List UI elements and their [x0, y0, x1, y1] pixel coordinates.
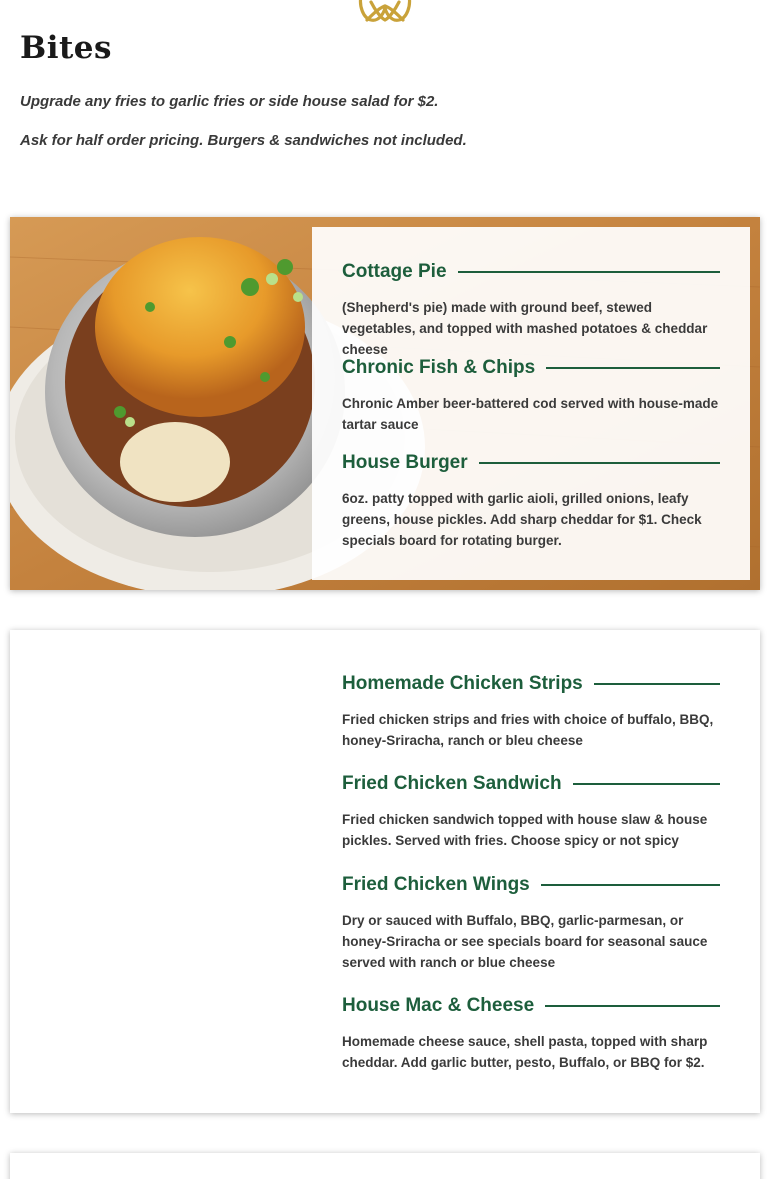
- menu-card-next: [10, 1153, 760, 1179]
- section-title: Bites: [20, 30, 112, 66]
- item-description: Fried chicken sandwich topped with house slaw & house pickles. Served with fries. Choose spicy or not spicy: [342, 812, 708, 848]
- item-name: Homemade Chicken Strips: [342, 673, 583, 694]
- menu-item: [342, 452, 720, 551]
- menu-item: [342, 673, 720, 751]
- item-description: Chronic Amber beer-battered cod served with house-made tartar sauce: [342, 396, 719, 432]
- item-name: House Mac & Cheese: [342, 995, 535, 1016]
- menu-item: [342, 773, 720, 851]
- menu-panel-2: [312, 630, 750, 1113]
- item-name: Fried Chicken Sandwich: [342, 773, 562, 794]
- title-rule: [545, 1005, 720, 1007]
- item-name: Fried Chicken Wings: [342, 874, 530, 895]
- item-description: Fried chicken strips and fries with choice of buffalo, BBQ, honey-Sriracha, ranch or bleu cheese: [342, 712, 714, 748]
- title-rule: [541, 884, 720, 886]
- menu-card-photo: [10, 217, 760, 590]
- fries-upgrade-note: Upgrade any fries to garlic fries or side house salad for $2.: [20, 93, 439, 110]
- title-rule: [479, 462, 720, 464]
- menu-item: [342, 995, 720, 1073]
- title-rule: [573, 783, 720, 785]
- menu-panel-1: [312, 227, 750, 580]
- title-rule: [594, 683, 720, 685]
- title-rule: [546, 367, 720, 369]
- celtic-knot-icon: [357, 0, 413, 24]
- item-description: Dry or sauced with Buffalo, BBQ, garlic-parmesan, or honey-Sriracha or see specials board for seasonal sauce served with ranch or blue cheese: [342, 913, 708, 970]
- item-description: (Shepherd's pie) made with ground beef, stewed vegetables, and topped with mashed potatoes & cheddar cheese: [342, 300, 708, 357]
- title-rule: [458, 271, 720, 273]
- item-description: 6oz. patty topped with garlic aioli, grilled onions, leafy greens, house pickles. Add sharp cheddar for $1. Check specials board for rotating burger.: [342, 491, 702, 548]
- menu-item: [342, 261, 720, 360]
- menu-card-plain: [10, 630, 760, 1113]
- menu-item: [342, 357, 720, 435]
- item-description: Homemade cheese sauce, shell pasta, topped with sharp cheddar. Add garlic butter, pesto, Buffalo, or BBQ for $2.: [342, 1034, 708, 1070]
- half-order-note: Ask for half order pricing. Burgers & sandwiches not included.: [20, 132, 467, 149]
- menu-item: [342, 874, 720, 973]
- item-name: Chronic Fish & Chips: [342, 357, 536, 378]
- item-name: House Burger: [342, 452, 468, 473]
- item-name: Cottage Pie: [342, 261, 447, 282]
